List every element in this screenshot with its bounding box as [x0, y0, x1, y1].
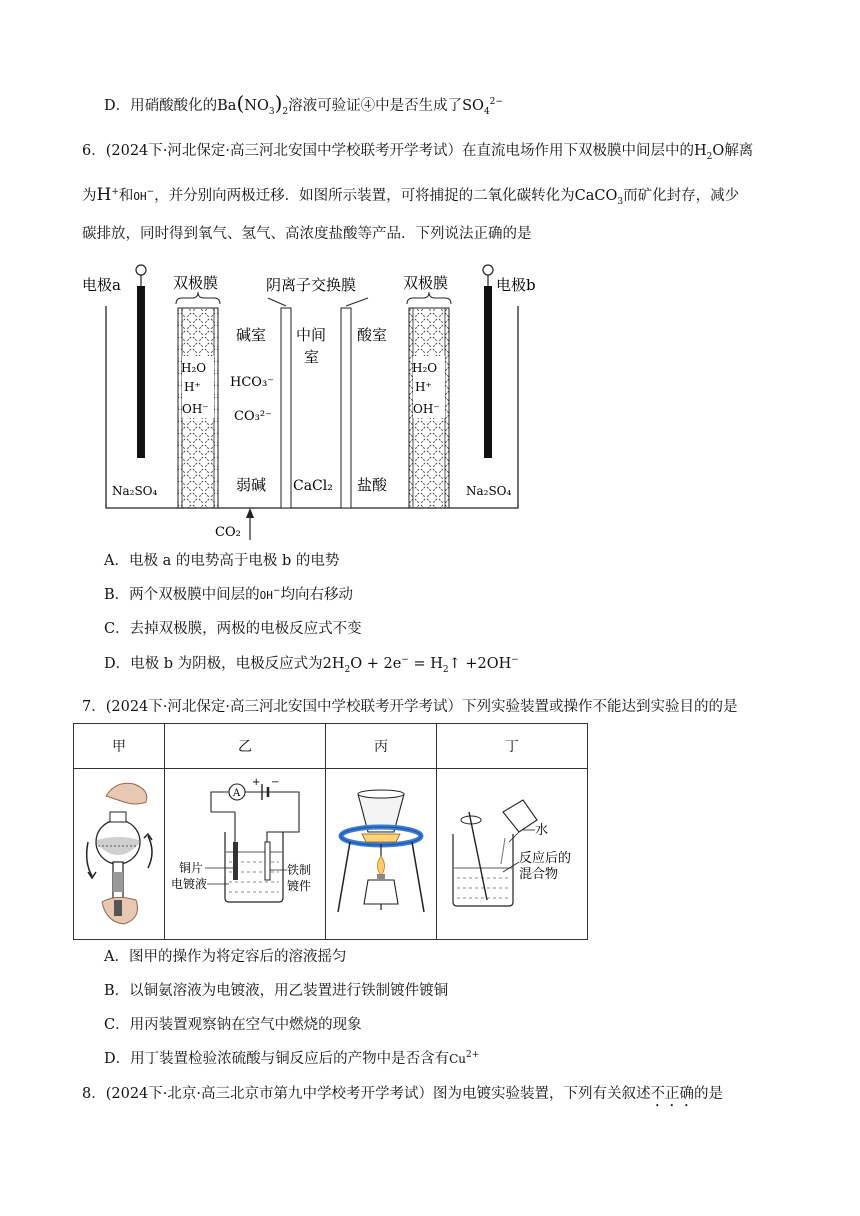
cell-jia [74, 769, 165, 940]
mixture-label-2: 混合物 [519, 867, 559, 882]
hco3-label: HCO₃⁻ [230, 375, 275, 390]
header-jia: 甲 [74, 724, 165, 769]
q5-option-d: D．用硝酸酸化的$Ba(NO_3)_2$溶液可验证④中是否生成了$SO_4^{2-}$ [104, 91, 503, 117]
anion-membrane-label: 阴离子交换膜 [266, 276, 357, 294]
hplus-right: H⁺ [415, 380, 432, 394]
middle-room-label-2: 室 [304, 348, 320, 366]
q7-option-c: C．用丙装置观察钠在空气中燃烧的现象 [104, 1017, 362, 1033]
electrode-a-label: 电极a [82, 276, 121, 294]
oh-left: OH⁻ [182, 402, 209, 416]
q7-apparatus-table [73, 723, 588, 940]
middle-room-label: 中间 [296, 326, 327, 344]
bipolar-membrane-left-label: 双极膜 [173, 274, 219, 292]
iron-part-label-2: 镀件 [287, 879, 312, 893]
q6-option-a: A．电极 a 的电势高于电极 b 的电势 [104, 553, 340, 569]
header-yi: 乙 [165, 724, 326, 769]
acid-room-label: 酸室 [357, 326, 388, 344]
copper-plate-label: 铜片 [179, 861, 204, 875]
bipolar-membrane-right-label: 双极膜 [403, 274, 449, 292]
q6-stem-line3: 碳排放，同时得到氧气、氢气、高浓度盐酸等产品．下列说法正确的是 [82, 226, 532, 242]
co3-label: CO₃²⁻ [234, 409, 272, 424]
plating-solution-label: 电镀液 [171, 877, 208, 891]
na2so4-right-label: Na₂SO₄ [466, 484, 512, 498]
q6-option-b: B．两个双极膜中间层的OH−均向右移动 [104, 586, 353, 603]
electroplating-apparatus-image [167, 772, 323, 932]
minus-symbol: − [271, 777, 280, 788]
plus-symbol: + [252, 777, 261, 788]
hplus-left: H⁺ [184, 380, 201, 394]
water-label: 水 [535, 823, 549, 838]
crucible-heating-image [328, 772, 434, 932]
h2o-left: H₂O [181, 361, 207, 375]
q7-option-d: D．用丁装置检验浓硫酸与铜反应后的产物中是否含有$Cu^{2+}$ [104, 1050, 480, 1067]
na2so4-left-label: Na₂SO₄ [112, 484, 158, 498]
q6-stem-line2: 为H+和OH−，并分别向两极迁移．如图所示装置，可将捕捉的二氧化碳转化为CaCO$_3$而矿化封存，减少 [82, 185, 740, 207]
q7-stem: 7．(2024下·河北保定·高三河北安国中学校联考开学考试）下列实验装置或操作不能达到实验目的的是 [82, 699, 738, 715]
h2o-right: H₂O [412, 361, 438, 375]
q7-option-a: A．图甲的操作为将定容后的溶液摇匀 [104, 949, 347, 965]
header-bing: 丙 [326, 724, 437, 769]
base-room-label: 碱室 [236, 326, 267, 344]
header-ding: 丁 [437, 724, 588, 769]
q6-option-d: D．电极 b 为阴极，电极反应式为$2H_2O + 2e^-$ = $H_2↑ +2OH^-$ [104, 655, 519, 675]
q6-stem-line1: 6．(2024下·河北保定·高三河北安国中学校联考开学考试）在直流电场作用下双极膜中间层中的$H_2O$解离 [82, 143, 754, 162]
cacl2-label: CaCl₂ [293, 478, 333, 494]
q8-stem: 8．(2024下·北京·高三北京市第九中学校考开学考试）图为电镀实验装置，下列有关叙述不正确的是 [82, 1086, 723, 1102]
dilution-operation-image [439, 772, 585, 932]
electrolysis-diagram [78, 258, 538, 548]
cell-ding [437, 769, 588, 940]
ammeter-symbol: A [233, 788, 241, 799]
co2-label: CO₂ [215, 525, 241, 540]
q6-option-c: C．去掉双极膜，两极的电极反应式不变 [104, 621, 362, 637]
mixture-label-1: 反应后的 [519, 851, 572, 866]
oh-right: OH⁻ [413, 402, 440, 416]
cell-yi [165, 769, 326, 940]
q7-option-b: B．以铜氨溶液为电镀液，用乙装置进行铁制镀件镀铜 [104, 983, 449, 999]
weak-base-label: 弱碱 [236, 476, 267, 494]
hcl-label: 盐酸 [357, 476, 388, 494]
iron-part-label-1: 铁制 [287, 863, 312, 877]
electrode-b-label: 电极b [496, 276, 536, 294]
volumetric-flask-shaking-image [76, 772, 162, 932]
cell-bing [326, 769, 437, 940]
